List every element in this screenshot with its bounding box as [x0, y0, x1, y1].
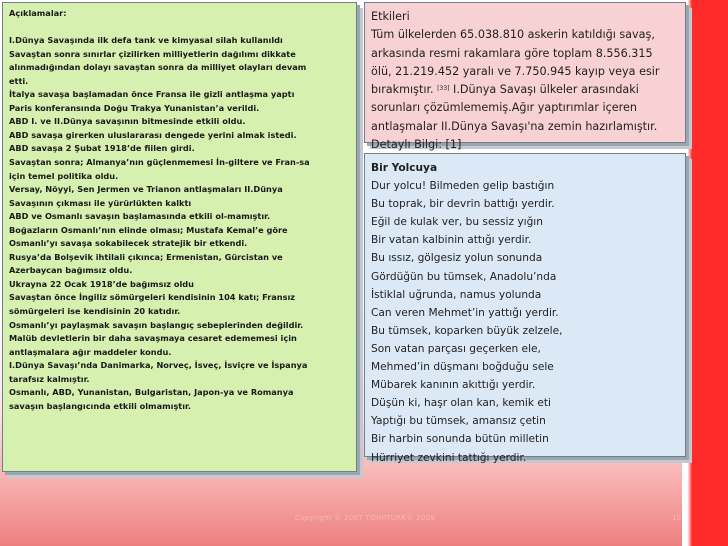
notes-line: ABD ve Osmanlı savaşın başlamasında etkili ol-mamıştır. [9, 211, 271, 222]
poem-line: Bu toprak, bir devrin battığı yerdir. [371, 198, 555, 211]
notes-heading: Açıklamalar: [9, 8, 67, 18]
poem-line: Bir harbin sonunda bütün milletin [371, 433, 549, 446]
effects-line: sorunları çözümlememiş.Ağır yaptırımlar içeren [371, 101, 637, 115]
notes-line: Paris konferansında Doğu Trakya Yunanistan’a verildi. [9, 102, 260, 113]
notes-line: alınmadığından dolayı savaştan sonra da milliyet olayları devam [9, 62, 307, 73]
effects-line: Tüm ülkelerden 65.038.810 askerin katıldığı savaş, [371, 28, 655, 42]
citation-reference: [33] [437, 85, 450, 93]
effects-line [371, 81, 679, 99]
page-number: 10 [672, 514, 681, 522]
notes-line: tarafsız kalmıştır. [9, 373, 90, 384]
notes-line: Malüb devletlerin bir daha savaşmaya cesaret edememesi için [9, 333, 297, 344]
notes-line: Azerbaycan bağımsız oldu. [9, 265, 133, 276]
notes-line: Osmanlı’yı paylaşmak savaşın başlangıç sebeplerinden değildir. [9, 319, 304, 330]
decorative-red-strip [682, 0, 728, 546]
poem-line: Son vatan parçası geçerken ele, [371, 342, 541, 355]
poem-line: İstiklal uğrunda, namus yolunda [371, 288, 542, 301]
footer-copyright: Copyright © 2007 TOHRTURK© 2009 [294, 514, 436, 522]
notes-line: Boğazların Osmanlı’nın elinde olması; Mustafa Kemal’e göre [9, 224, 288, 235]
notes-panel [2, 2, 357, 472]
poem-title: Bir Yolcuya [371, 162, 438, 174]
notes-line: İtalya savaşa başlamadan önce Fransa ile gizli antlaşma yaptı [9, 89, 295, 100]
detail-info-line: Detaylı Bilgi: [1] [371, 138, 462, 152]
notes-line: Rusya’da Bolşevik ihtilali çıkınca; Ermenistan, Gürcistan ve [9, 251, 283, 262]
poem-line: Can veren Mehmet’in yattığı yerdir. [371, 306, 559, 319]
effects-line: ölü, 21.219.452 yaralı ve 7.750.945 kayıp veya esir [371, 64, 660, 78]
notes-line: Savaşının çıkması ile yürürlükten kalktı [9, 197, 192, 208]
notes-line: Osmanlı, ABD, Yunanistan, Bulgaristan, Japon-ya ve Romanya [9, 387, 294, 398]
notes-line: etti. [9, 75, 29, 86]
notes-line: I.Dünya Savaşı’nda Danimarka, Norveç, İsveç, İsviçre ve İspanya [9, 360, 308, 371]
poem-line: Dur yolcu! Bilmeden gelip bastığın [371, 180, 555, 193]
poem-line: Gördüğün bu tümsek, Anadolu’nda [371, 270, 557, 283]
notes-line: ABD savaşa 2 Şubat 1918’de fiilen girdi. [9, 143, 195, 154]
poem-line: Mehmed’in düşmanı boğduğu sele [371, 361, 554, 374]
poem-line: Hürriyet zevkini tattığı yerdir. [371, 451, 527, 464]
notes-blank-line [9, 21, 350, 35]
notes-line: Savaştan önce İngiliz sömürgeleri kendisinin 104 katı; Fransız [9, 292, 296, 303]
notes-line: için temel politika oldu. [9, 170, 119, 181]
poem-line: Bir vatan kalbinin attığı yerdir. [371, 234, 532, 247]
effects-title: Etkileri [371, 10, 410, 23]
effects-line: antlaşmalar II.Dünya Savaşı'na zemin hazırlamıştır. [371, 119, 658, 133]
notes-line: Savaştan sonra sınırlar çizilirken milliyetlerin dağılımı dikkate [9, 48, 296, 59]
effects-line: arkasında resmi rakamlara göre toplam 8.556.315 [371, 46, 653, 60]
notes-line: savaşın başlangıcında etkili olmamıştır. [9, 400, 192, 411]
poem-line: Bu ıssız, gölgesiz yolun sonunda [371, 252, 543, 265]
notes-line: ABD I. ve II.Dünya savaşının bitmesinde etkili oldu. [9, 116, 246, 127]
notes-line: I.Dünya Savaşında ilk defa tank ve kimyasal silah kullanıldı [9, 35, 283, 46]
notes-line: Ukrayna 22 Ocak 1918’de bağımsız oldu [9, 278, 194, 289]
notes-line: Versay, Nöyyi, Sen Jermen ve Trianon antlaşmaları II.Dünya [9, 184, 283, 195]
poem-line: Eğil de kulak ver, bu sessiz yığın [371, 216, 543, 229]
notes-line: antlaşmalara ağır maddeler kondu. [9, 346, 172, 357]
notes-line: Osmanlı’yı savaşa sokabilecek stratejik bir etkendi. [9, 238, 248, 249]
notes-line: ABD savaşa girerken uluslararası dengede yerini almak istedi. [9, 129, 297, 140]
effects-panel [364, 2, 686, 152]
poem-line: Mübarek kanının akıttığı yerdir. [371, 379, 536, 392]
poem-panel [364, 153, 686, 464]
effects-line-text: bırakmıştır. [371, 83, 438, 97]
poem-line: Düşün ki, haşr olan kan, kemik eti [371, 397, 551, 410]
effects-line-text: I.Dünya Savaşı ülkeler arasındaki [449, 83, 639, 97]
notes-line: sömürgeleri ise kendisinin 20 katıdır. [9, 306, 181, 317]
notes-line: Savaştan sonra; Almanya’nın güçlenmemesi İn-giltere ve Fran-sa [9, 157, 310, 168]
poem-line: Bu tümsek, koparken büyük zelzele, [371, 324, 563, 337]
poem-line: Yaptığı bu tümsek, amansız çetin [371, 415, 546, 428]
